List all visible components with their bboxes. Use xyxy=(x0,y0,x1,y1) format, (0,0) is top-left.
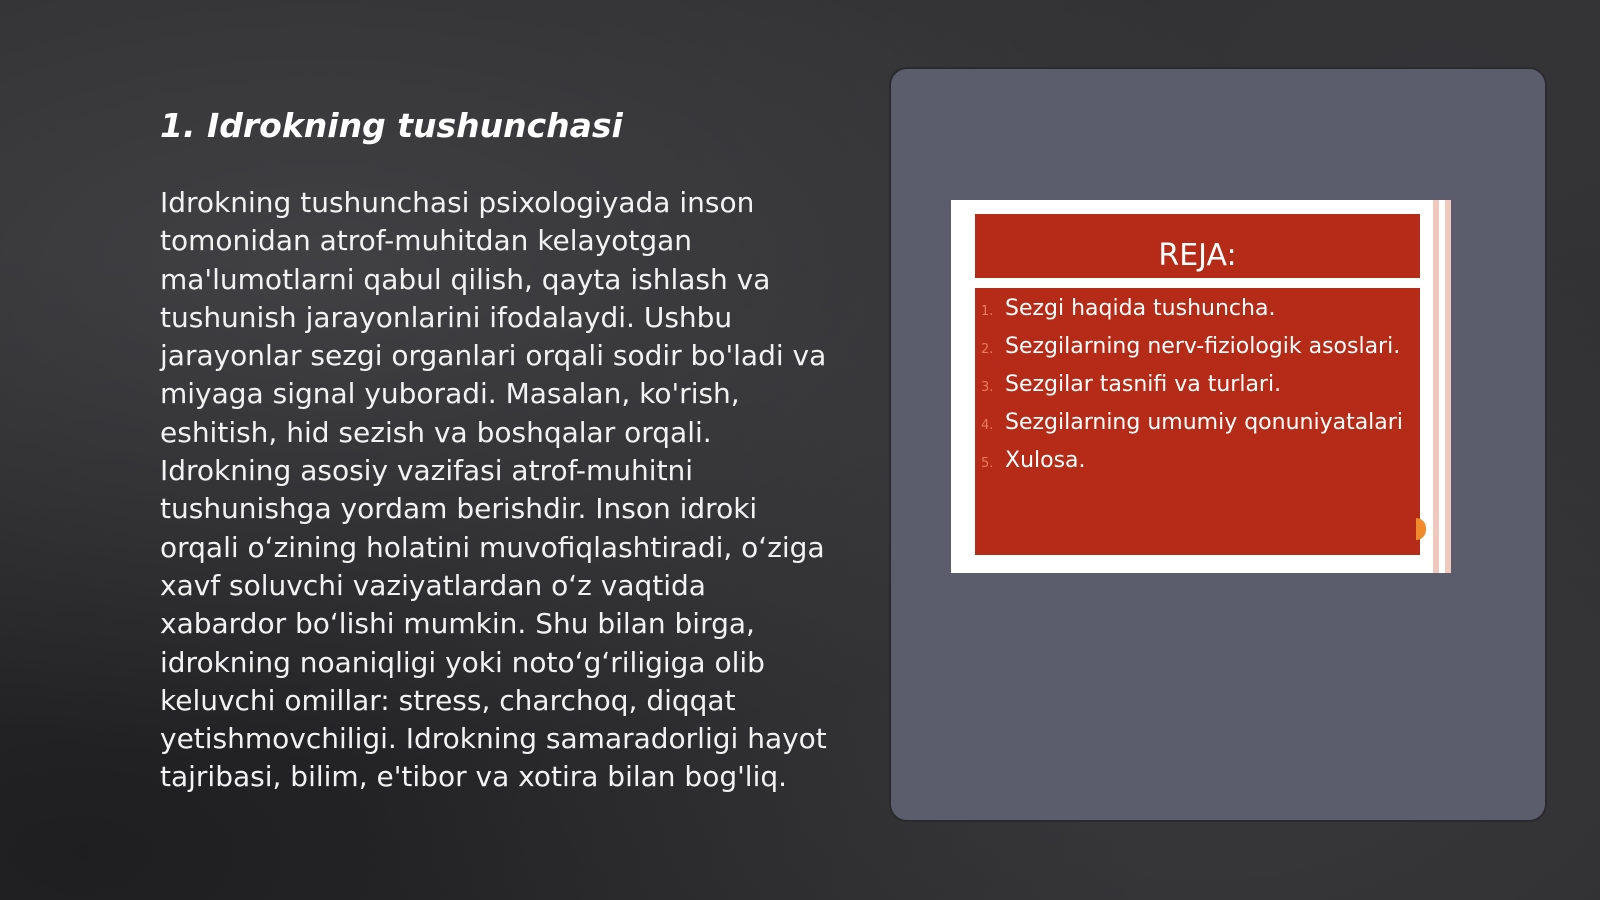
list-number: 3. xyxy=(981,380,994,395)
reja-list-panel xyxy=(975,288,1420,555)
list-number: 5. xyxy=(981,456,994,471)
list-number: 4. xyxy=(981,418,994,433)
list-item-text: Sezgi haqida tushuncha. xyxy=(1005,296,1276,321)
list-number: 2. xyxy=(981,342,994,357)
slide-title: 1. Idrokning tushunchasi xyxy=(160,106,623,145)
list-item-text: Xulosa. xyxy=(1005,448,1086,473)
list-item-text: Sezgilar tasnifi va turlari. xyxy=(1005,372,1282,397)
card-edge-decoration xyxy=(1433,200,1451,573)
list-item-text: Sezgilarning nerv-fiziologik asoslari. xyxy=(1005,334,1401,359)
list-number: 1. xyxy=(981,304,994,319)
reja-list-item xyxy=(981,294,1420,327)
reja-list-item xyxy=(981,370,1420,403)
reja-list-item xyxy=(981,332,1420,365)
reja-list xyxy=(975,288,1420,479)
reja-title: REJA: xyxy=(975,214,1420,278)
orange-accent-decoration xyxy=(1416,518,1426,540)
image-frame xyxy=(889,67,1547,822)
reja-list-item xyxy=(981,446,1420,479)
list-item-text: Sezgilarning umumiy qonuniyatalari xyxy=(1005,410,1403,435)
reja-list-item xyxy=(981,408,1420,441)
reja-image xyxy=(951,200,1451,573)
body-paragraph: Idrokning tushunchasi psixologiyada inson tomonidan atrof-muhitdan kelayotgan ma'lumotlarni qabul qilish, qayta ishlash va tushunish jarayonlarini ifodalaydi. Ushbu jarayonlar sezgi organlari orqali sodir bo'ladi va miyaga signal yuboradi. Masalan, ko'rish, eshitish, hid sezish va boshqalar orqali. Idrokning asosiy vazifasi atrof-muhitni tushunishga yordam berishdir. Inson idroki orqali oʻzining holatini muvofiqlashtiradi, oʻziga xavf soluvchi vaziyatlardan oʻz vaqtida xabardor boʻlishi mumkin. Shu bilan birga, idrokning noaniqligi yoki notoʻgʻriligiga olib keluvchi omillar: stress, charchoq, diqqat yetishmovchiligi. Idrokning samaradorligi hayot tajribasi, bilim, e'tibor va xotira bilan bog'liq. xyxy=(160,186,827,794)
